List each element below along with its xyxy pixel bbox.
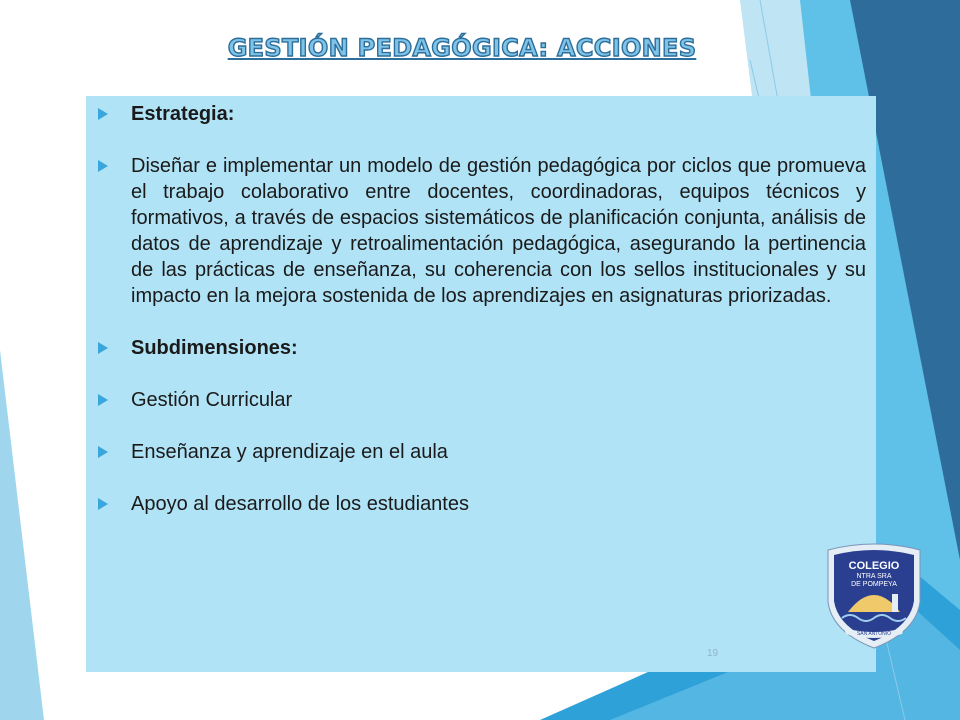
bullet-arrow-icon bbox=[98, 342, 108, 354]
bullet-arrow-icon bbox=[98, 446, 108, 458]
bullet-item-ensenanza bbox=[86, 439, 876, 465]
bullet-item-subdimensiones bbox=[86, 335, 876, 361]
bullet-item-estrategia bbox=[86, 101, 876, 127]
bullet-list bbox=[86, 101, 876, 543]
bullet-text: Gestión Curricular bbox=[131, 389, 293, 411]
school-crest-logo bbox=[818, 540, 930, 652]
bullet-text: Diseñar e implementar un modelo de gestión pedagógica por ciclos que promueva el trabajo colaborativo entre docentes, coordinadoras, equipos técnicos y formativos, a través de espacios sistemáticos de planificación conjunta, análisis de datos de aprendizaje y retroalimentación pedagógica, asegurando la pertinencia de las prácticas de enseñanza, su coherencia con los sellos institucionales y su impacto en la mejora sostenida de los aprendizajes en asignaturas priorizadas. bbox=[131, 155, 866, 307]
crest-line3: DE POMPEYA bbox=[851, 581, 897, 588]
bg-left-triangle bbox=[0, 350, 44, 720]
page-number: 19 bbox=[707, 648, 719, 659]
content-box bbox=[86, 96, 876, 672]
bullet-arrow-icon bbox=[98, 108, 108, 120]
crest-line4: SAN ANTONIO bbox=[856, 631, 892, 637]
bullet-arrow-icon bbox=[98, 498, 108, 510]
bullet-item-apoyo bbox=[86, 491, 876, 517]
bullet-text: Estrategia: bbox=[131, 103, 235, 125]
bullet-text: Subdimensiones: bbox=[131, 337, 298, 359]
bullet-text: Apoyo al desarrollo de los estudiantes bbox=[131, 493, 469, 515]
crest-tower bbox=[892, 594, 898, 612]
crest-line1: COLEGIO bbox=[848, 560, 900, 572]
bullet-arrow-icon bbox=[98, 160, 108, 172]
bullet-arrow-icon bbox=[98, 394, 108, 406]
page-title: GESTIÓN PEDAGÓGICA: ACCIONES bbox=[227, 34, 697, 62]
bullet-item-description bbox=[86, 153, 876, 309]
bullet-text: Enseñanza y aprendizaje en el aula bbox=[131, 441, 448, 463]
crest-line2: NTRA SRA bbox=[856, 573, 892, 580]
bullet-item-gestion-curricular bbox=[86, 387, 876, 413]
